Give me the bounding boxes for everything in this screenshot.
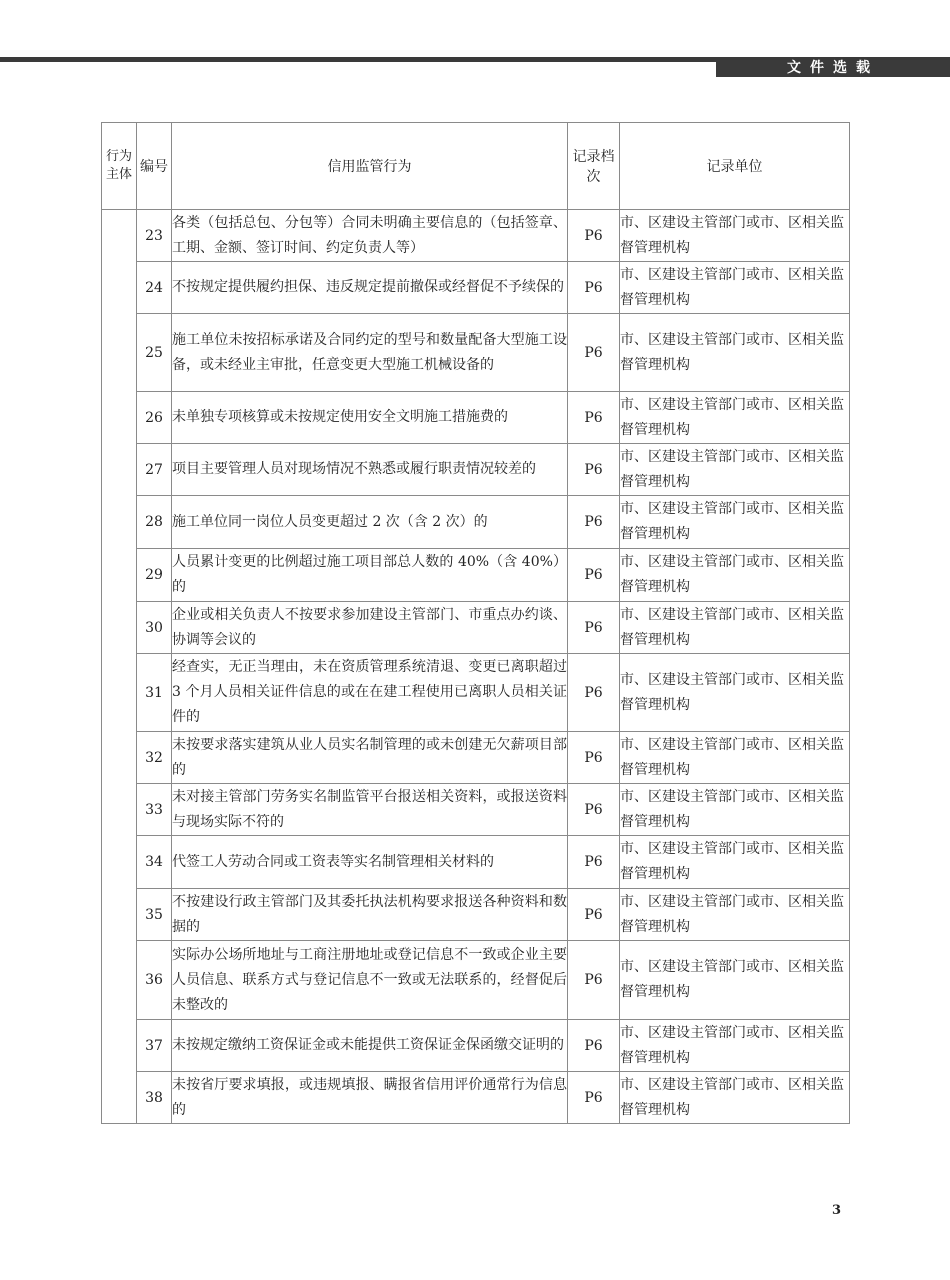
table-row xyxy=(102,210,850,262)
table-row xyxy=(102,602,850,654)
header-subject: 行为主体 xyxy=(102,123,137,210)
row-behavior: 未按要求落实建筑从业人员实名制管理的或未创建无欠薪项目部的 xyxy=(172,732,568,784)
row-number: 34 xyxy=(137,836,172,889)
row-behavior: 经查实，无正当理由，未在资质管理系统清退、变更已离职超过 3 个月人员相关证件信息的或在在建工程使用已离职人员相关证件的 xyxy=(172,654,568,732)
table-body xyxy=(102,210,850,1124)
row-unit: 市、区建设主管部门或市、区相关监督管理机构 xyxy=(620,549,850,602)
row-number: 35 xyxy=(137,889,172,941)
row-level: P6 xyxy=(568,654,620,732)
table-row xyxy=(102,1072,850,1124)
row-behavior: 未按省厅要求填报，或违规填报、瞒报省信用评价通常行为信息的 xyxy=(172,1072,568,1124)
row-behavior: 实际办公场所地址与工商注册地址或登记信息不一致或企业主要人员信息、联系方式与登记信息不一致或无法联系的，经督促后未整改的 xyxy=(172,941,568,1020)
section-label: 文件选载 xyxy=(716,57,950,77)
table-row xyxy=(102,262,850,314)
row-behavior: 未对接主管部门劳务实名制监管平台报送相关资料，或报送资料与现场实际不符的 xyxy=(172,784,568,836)
row-level: P6 xyxy=(568,941,620,1020)
header-unit: 记录单位 xyxy=(620,123,850,210)
table-row xyxy=(102,941,850,1020)
table-row xyxy=(102,314,850,392)
row-level: P6 xyxy=(568,784,620,836)
row-level: P6 xyxy=(568,1020,620,1072)
row-behavior: 施工单位同一岗位人员变更超过 2 次（含 2 次）的 xyxy=(172,496,568,549)
row-level: P6 xyxy=(568,496,620,549)
row-number: 27 xyxy=(137,444,172,496)
table-row xyxy=(102,549,850,602)
row-unit: 市、区建设主管部门或市、区相关监督管理机构 xyxy=(620,602,850,654)
row-behavior: 项目主要管理人员对现场情况不熟悉或履行职责情况较差的 xyxy=(172,444,568,496)
page-number: 3 xyxy=(832,1203,842,1218)
table-row xyxy=(102,836,850,889)
row-behavior: 未单独专项核算或未按规定使用安全文明施工措施费的 xyxy=(172,392,568,444)
table-row xyxy=(102,1020,850,1072)
row-behavior: 不按建设行政主管部门及其委托执法机构要求报送各种资料和数据的 xyxy=(172,889,568,941)
row-level: P6 xyxy=(568,392,620,444)
row-number: 30 xyxy=(137,602,172,654)
table-row xyxy=(102,889,850,941)
row-unit: 市、区建设主管部门或市、区相关监督管理机构 xyxy=(620,889,850,941)
table-row xyxy=(102,392,850,444)
row-number: 32 xyxy=(137,732,172,784)
header-level: 记录档次 xyxy=(568,123,620,210)
row-level: P6 xyxy=(568,314,620,392)
row-number: 23 xyxy=(137,210,172,262)
row-number: 24 xyxy=(137,262,172,314)
row-number: 38 xyxy=(137,1072,172,1124)
row-number: 37 xyxy=(137,1020,172,1072)
subject-merged-cell xyxy=(102,210,137,1124)
table-row xyxy=(102,732,850,784)
row-number: 25 xyxy=(137,314,172,392)
row-behavior: 未按规定缴纳工资保证金或未能提供工资保证金保函缴交证明的 xyxy=(172,1020,568,1072)
row-number: 26 xyxy=(137,392,172,444)
row-unit: 市、区建设主管部门或市、区相关监督管理机构 xyxy=(620,392,850,444)
row-unit: 市、区建设主管部门或市、区相关监督管理机构 xyxy=(620,654,850,732)
row-unit: 市、区建设主管部门或市、区相关监督管理机构 xyxy=(620,1072,850,1124)
row-number: 36 xyxy=(137,941,172,1020)
credit-behavior-table xyxy=(101,122,850,1124)
row-unit: 市、区建设主管部门或市、区相关监督管理机构 xyxy=(620,836,850,889)
header-behavior: 信用监管行为 xyxy=(172,123,568,210)
table-row xyxy=(102,784,850,836)
row-level: P6 xyxy=(568,732,620,784)
table-row xyxy=(102,654,850,732)
row-level: P6 xyxy=(568,262,620,314)
row-behavior: 施工单位未按招标承诺及合同约定的型号和数量配备大型施工设备，或未经业主审批，任意变更大型施工机械设备的 xyxy=(172,314,568,392)
row-unit: 市、区建设主管部门或市、区相关监督管理机构 xyxy=(620,444,850,496)
row-unit: 市、区建设主管部门或市、区相关监督管理机构 xyxy=(620,941,850,1020)
row-behavior: 人员累计变更的比例超过施工项目部总人数的 40%（含 40%）的 xyxy=(172,549,568,602)
row-unit: 市、区建设主管部门或市、区相关监督管理机构 xyxy=(620,210,850,262)
row-number: 33 xyxy=(137,784,172,836)
row-unit: 市、区建设主管部门或市、区相关监督管理机构 xyxy=(620,496,850,549)
row-level: P6 xyxy=(568,889,620,941)
row-number: 29 xyxy=(137,549,172,602)
row-number: 31 xyxy=(137,654,172,732)
row-unit: 市、区建设主管部门或市、区相关监督管理机构 xyxy=(620,314,850,392)
row-unit: 市、区建设主管部门或市、区相关监督管理机构 xyxy=(620,784,850,836)
row-level: P6 xyxy=(568,549,620,602)
row-behavior: 代签工人劳动合同或工资表等实名制管理相关材料的 xyxy=(172,836,568,889)
row-level: P6 xyxy=(568,210,620,262)
header-number: 编号 xyxy=(137,123,172,210)
row-level: P6 xyxy=(568,444,620,496)
table-row xyxy=(102,444,850,496)
row-unit: 市、区建设主管部门或市、区相关监督管理机构 xyxy=(620,262,850,314)
table-row xyxy=(102,496,850,549)
table-header xyxy=(102,123,850,210)
row-level: P6 xyxy=(568,602,620,654)
row-number: 28 xyxy=(137,496,172,549)
row-behavior: 企业或相关负责人不按要求参加建设主管部门、市重点办约谈、协调等会议的 xyxy=(172,602,568,654)
row-unit: 市、区建设主管部门或市、区相关监督管理机构 xyxy=(620,732,850,784)
row-unit: 市、区建设主管部门或市、区相关监督管理机构 xyxy=(620,1020,850,1072)
row-level: P6 xyxy=(568,836,620,889)
row-level: P6 xyxy=(568,1072,620,1124)
row-behavior: 不按规定提供履约担保、违反规定提前撤保或经督促不予续保的 xyxy=(172,262,568,314)
row-behavior: 各类（包括总包、分包等）合同未明确主要信息的（包括签章、工期、金额、签订时间、约定负责人等） xyxy=(172,210,568,262)
